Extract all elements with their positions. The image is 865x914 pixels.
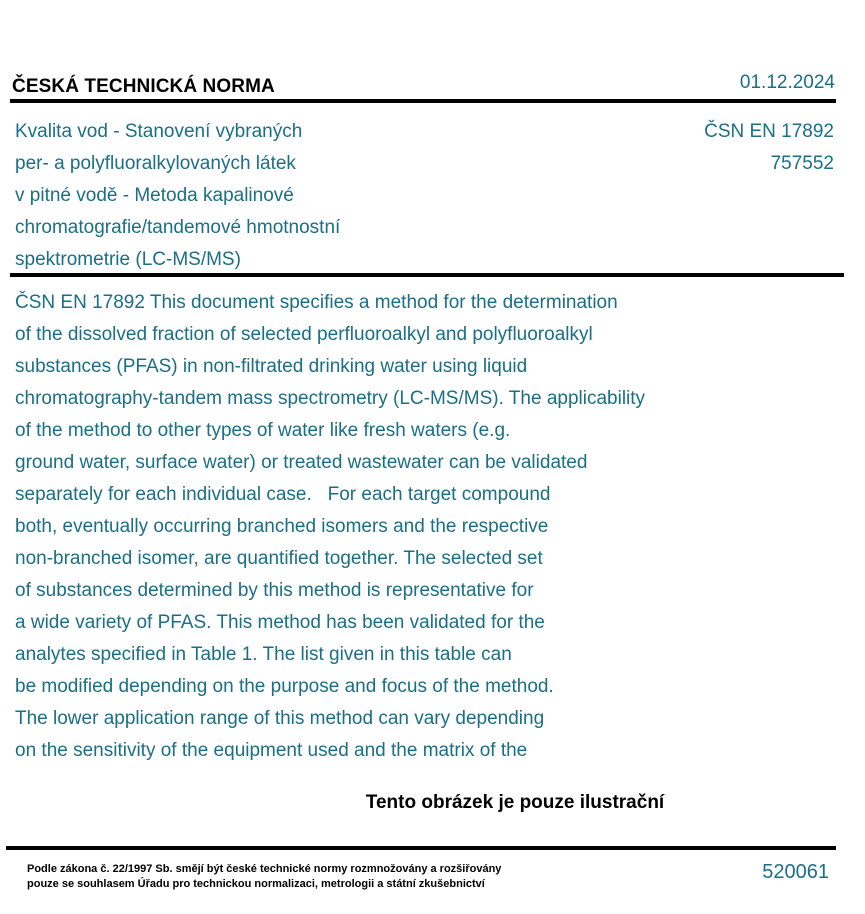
abstract-line: ČSN EN 17892 This document specifies a method for the determination: [15, 292, 618, 313]
abstract-line: chromatography-tandem mass spectrometry (LC-MS/MS). The applicability: [15, 388, 646, 409]
title-line: v pitné vodě - Metoda kapalinové: [15, 185, 294, 206]
abstract-line: be modified depending on the purpose and focus of the method.: [15, 676, 554, 697]
title-line: spektrometrie (LC-MS/MS): [15, 249, 241, 270]
class-number: 757552: [770, 153, 834, 174]
abstract-line: analytes specified in Table 1. The list given in this table can: [15, 644, 512, 665]
title-rule: [10, 273, 844, 277]
abstract-line: non-branched isomer, are quantified together. The selected set: [15, 548, 543, 569]
abstract-line: of the dissolved fraction of selected perfluoroalkyl and polyfluoroalkyl: [15, 324, 593, 345]
title-line: per- a polyfluoralkylovaných látek: [15, 153, 296, 174]
legal-line: pouze se souhlasem Úřadu pro technickou normalizaci, metrologii a státní zkušebnictví: [27, 878, 485, 890]
illustration-notice: Tento obrázek je pouze ilustrační: [365, 792, 665, 813]
title-line: Kvalita vod - Stanovení vybraných: [15, 121, 303, 142]
abstract-line: separately for each individual case. For each target compound: [15, 484, 551, 505]
abstract-line: of substances determined by this method is representative for: [15, 580, 534, 601]
legal-notice: [27, 862, 501, 892]
abstract-line: substances (PFAS) in non-filtrated drinking water using liquid: [15, 356, 528, 377]
document-number: 520061: [762, 861, 829, 883]
document-heading: ČESKÁ TECHNICKÁ NORMA: [12, 76, 275, 97]
abstract-text: [15, 287, 645, 767]
standard-codes: [704, 116, 834, 180]
standard-title: [15, 116, 435, 276]
publication-date: 01.12.2024: [739, 72, 835, 93]
abstract-line: both, eventually occurring branched isomers and the respective: [15, 516, 549, 537]
abstract-line: The lower application range of this method can vary depending: [15, 708, 545, 729]
header-rule: [10, 99, 836, 103]
title-line: chromatografie/tandemové hmotnostní: [15, 217, 341, 238]
legal-line: Podle zákona č. 22/1997 Sb. smějí být české technické normy rozmnožovány a rozšiřovány: [27, 863, 502, 875]
abstract-line: of the method to other types of water like fresh waters (e.g.: [15, 420, 511, 441]
abstract-line: on the sensitivity of the equipment used and the matrix of the: [15, 740, 528, 761]
standard-code: ČSN EN 17892: [704, 121, 834, 142]
abstract-line: a wide variety of PFAS. This method has been validated for the: [15, 612, 545, 633]
footer-rule: [6, 846, 836, 850]
abstract-line: ground water, surface water) or treated wastewater can be validated: [15, 452, 588, 473]
